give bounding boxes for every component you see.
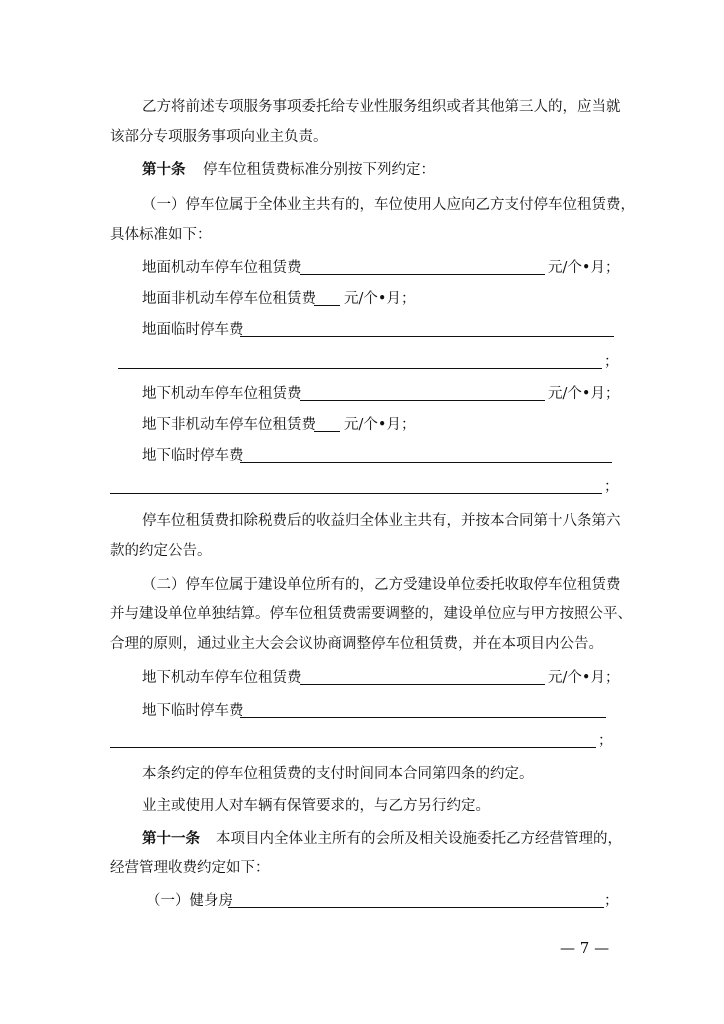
article-title: 停车位租赁费标准分别按下列约定： <box>203 162 435 178</box>
paragraph-line: 经营管理收费约定如下： <box>110 860 270 876</box>
fee-label: 地面临时停车费 <box>142 322 244 338</box>
fee-label: 地下机动车停车位租赁费 <box>142 670 302 686</box>
line-end-punct: ； <box>604 354 619 370</box>
fee-label: 地下临时停车费 <box>142 703 244 719</box>
fee-label: 地下机动车停车位租赁费 <box>142 386 302 402</box>
paragraph-line: 合理的原则，通过业主大会会议协商调整停车位租赁费，并在本项目内公告。 <box>110 636 603 652</box>
line-end-punct: ； <box>604 479 619 495</box>
article-heading: 第十一条 <box>142 830 200 847</box>
paragraph-line: 乙方将前述专项服务事项委托给专业性服务组织或者其他第三人的，应当就 <box>142 99 621 115</box>
blank-line <box>240 717 606 718</box>
paragraph-line: 并与建设单位单独结算。停车位租赁费需要调整的，建设单位应与甲方按照公平、 <box>110 606 632 622</box>
blank-line <box>110 493 602 494</box>
fee-label: 地下临时停车费 <box>142 448 244 464</box>
paragraph-line: 业主或使用人对车辆有保管要求的，与乙方另行约定。 <box>142 798 490 814</box>
article-heading: 第十条 <box>142 161 186 178</box>
fee-label: 地下非机动车停车位租赁费 <box>142 417 316 433</box>
blank-line <box>314 431 340 432</box>
fee-label: 地面非机动车停车位租赁费 <box>142 291 316 307</box>
fee-unit: 元/个•月； <box>344 291 416 307</box>
fee-unit: 元/个•月； <box>344 417 416 433</box>
fee-unit: 元/个•月； <box>548 670 620 686</box>
paragraph-line: 款的约定公告。 <box>110 543 212 559</box>
paragraph-line: 本项目内全体业主所有的会所及相关设施委托乙方经营管理的， <box>216 831 622 847</box>
paragraph-line: （一）停车位属于全体业主共有的，车位使用人应向乙方支付停车位租赁费， <box>142 197 635 213</box>
fee-label: （一）健身房 <box>146 893 233 909</box>
blank-line <box>118 368 602 369</box>
line-end-punct: ； <box>598 733 613 749</box>
line-end-punct: ； <box>604 893 619 909</box>
blank-line <box>300 400 545 401</box>
blank-line <box>314 305 340 306</box>
paragraph-line: （二）停车位属于建设单位所有的，乙方受建设单位委托收取停车位租赁费 <box>142 577 621 593</box>
blank-line <box>228 907 604 908</box>
paragraph-line: 具体标准如下： <box>110 227 212 243</box>
paragraph-line: 本条约定的停车位租赁费的支付时间同本合同第四条的约定。 <box>142 766 534 782</box>
blank-line <box>300 684 545 685</box>
blank-line <box>110 747 596 748</box>
paragraph-line: 该部分专项服务事项向业主负责。 <box>110 129 328 145</box>
paragraph-line: 停车位租赁费扣除税费后的收益归全体业主共有，并按本合同第十八条第六 <box>142 513 621 529</box>
page-number: — 7 — <box>560 939 610 957</box>
fee-unit: 元/个•月； <box>548 386 620 402</box>
blank-line <box>240 462 612 463</box>
blank-line <box>300 274 545 275</box>
blank-line <box>240 336 614 337</box>
fee-unit: 元/个•月； <box>548 260 620 276</box>
fee-label: 地面机动车停车位租赁费 <box>142 260 302 276</box>
